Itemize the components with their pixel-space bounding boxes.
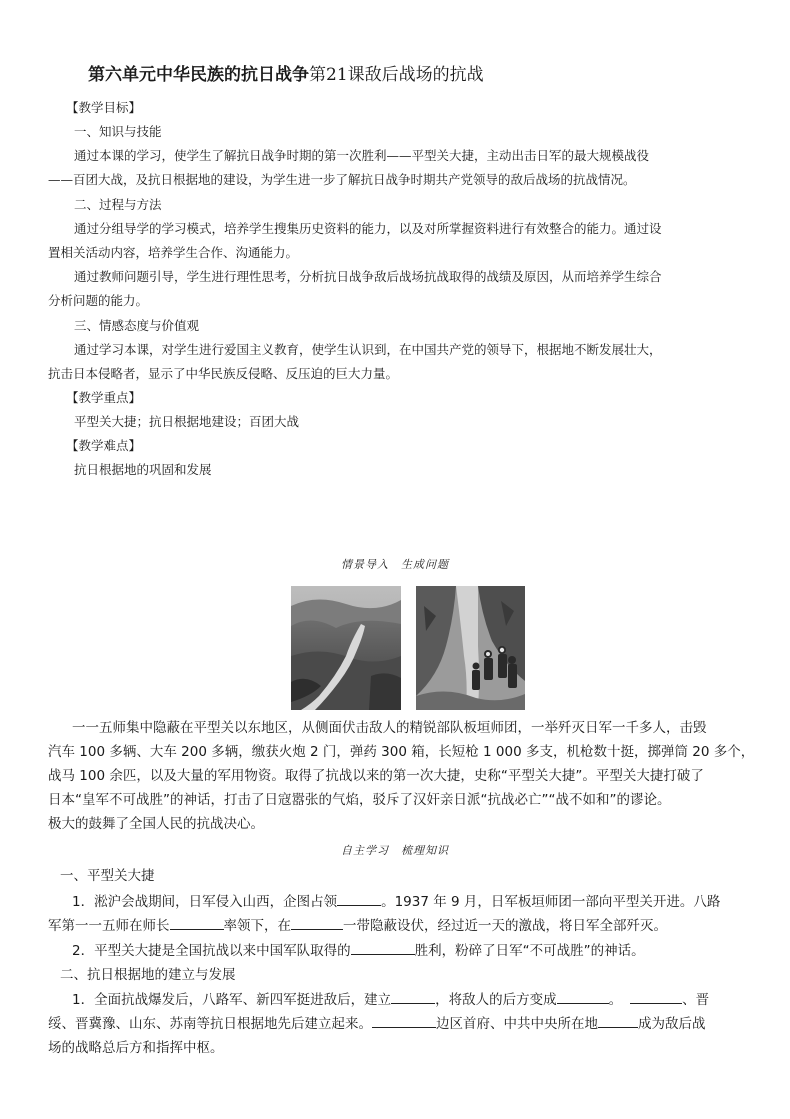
pingxingguan-heading: 一、平型关大捷 bbox=[60, 868, 155, 884]
q1-text-c: 军第一一五师在师长 bbox=[48, 918, 170, 934]
valley-photo bbox=[291, 586, 401, 710]
values-text-line-2: 抗击日本侵略者，显示了中华民族反侵略、反压迫的巨大力量。 bbox=[48, 366, 399, 381]
valley-landscape-image bbox=[291, 586, 401, 710]
intro-line-2: 汽车 100 多辆、大车 200 多辆，缴获火炮 2 门，弹药 300 箱，长短枪 1 000 多支，机枪数十挺，掷弹筒 20 多个， bbox=[48, 744, 755, 760]
title-lesson: 第21课敌后战场的抗战 bbox=[309, 65, 484, 85]
q1-blank-1[interactable] bbox=[337, 891, 381, 906]
process-heading: 二、过程与方法 bbox=[74, 197, 162, 212]
question-1-line-1 bbox=[72, 890, 720, 914]
intro-heading: 情景导入 生成问题 bbox=[341, 558, 449, 571]
q2-blank[interactable] bbox=[351, 940, 415, 955]
q2-text-b: 胜利，粉碎了日军“不可战胜”的神话。 bbox=[414, 943, 645, 959]
question-3-line-2 bbox=[48, 1012, 706, 1036]
process-text2-line-2: 分析问题的能力。 bbox=[48, 293, 149, 308]
key-points-text: 平型关大捷；抗日根据地建设；百团大战 bbox=[74, 414, 300, 429]
values-text-line-1: 通过学习本课，对学生进行爱国主义教育，使学生认识到，在中国共产党的领导下，根据地不断发展壮大， bbox=[74, 342, 662, 357]
values-heading: 三、情感态度与价值观 bbox=[74, 318, 200, 333]
q3-text-c: 。 bbox=[608, 992, 623, 1008]
q3-blank-2[interactable] bbox=[557, 989, 609, 1004]
key-points-heading: 【教学重点】 bbox=[66, 390, 142, 405]
difficulty-heading: 【教学难点】 bbox=[66, 438, 142, 453]
self-study-section bbox=[48, 864, 766, 1064]
question-2 bbox=[72, 939, 645, 963]
soldiers-gorge-image bbox=[416, 586, 525, 710]
objectives-section bbox=[48, 96, 758, 476]
knowledge-text-line-2: ——百团大战，及抗日根据地的建设，为学生进一步了解抗日战争时期共产党领导的敌后战场的抗战情况。 bbox=[48, 172, 636, 187]
intro-line-5: 极大的鼓舞了全国人民的抗战决心。 bbox=[48, 816, 264, 832]
q3-text-b: ，将敌人的后方变成 bbox=[435, 992, 557, 1008]
question-3-line-1 bbox=[72, 988, 709, 1012]
q3-text-d: 、晋 bbox=[682, 992, 710, 1008]
intro-line-4: 日本“皇军不可战胜”的神话，打击了日寇嚣张的气焰，驳斥了汉奸亲日派“抗战必亡”“战不如和”的谬论。 bbox=[48, 792, 671, 808]
process-text-line-1: 通过分组导学的学习模式，培养学生搜集历史资料的能力，以及对所掌握资料进行有效整合的能力。通过设 bbox=[74, 221, 662, 236]
q3-blank-1[interactable] bbox=[391, 989, 435, 1004]
knowledge-heading: 一、知识与技能 bbox=[74, 124, 162, 139]
q2-text-a: 2．平型关大捷是全国抗战以来中国军队取得的 bbox=[72, 943, 351, 959]
process-text2-line-1: 通过教师问题引导，学生进行理性思考，分析抗日战争敌后战场抗战取得的战绩及原因，从而培养学生综合 bbox=[74, 269, 662, 284]
page-title bbox=[88, 60, 484, 85]
question-1-line-2 bbox=[48, 914, 667, 938]
q1-text-e: 一带隐蔽设伏，经过近一天的激战，将日军全部歼灭。 bbox=[343, 918, 667, 934]
difficulty-text: 抗日根据地的巩固和发展 bbox=[74, 462, 212, 477]
intro-line-1: 一一五师集中隐蔽在平型关以东地区，从侧面伏击敌人的精锐部队板垣师团，一举歼灭日军一千多人，击毁 bbox=[72, 720, 707, 736]
objectives-heading: 【教学目标】 bbox=[66, 100, 142, 115]
q3-blank-4[interactable] bbox=[372, 1013, 436, 1028]
q1-blank-2[interactable] bbox=[170, 915, 224, 930]
q3-text-g: 成为敌后战 bbox=[638, 1016, 706, 1032]
q1-text-d: 率领下，在 bbox=[223, 918, 291, 934]
question-3-line-3: 场的战略总后方和指挥中枢。 bbox=[48, 1040, 224, 1056]
q1-text-b: 。1937 年 9 月，日军板垣师团一部向平型关开进。八路 bbox=[381, 894, 721, 910]
intro-line-3: 战马 100 余匹，以及大量的军用物资。取得了抗战以来的第一次大捷，史称“平型关大捷”。平型关大捷打破了 bbox=[48, 768, 704, 784]
q3-text-a: 1．全面抗战爆发后，八路军、新四军挺进敌后，建立 bbox=[72, 992, 392, 1008]
knowledge-text-line-1: 通过本课的学习，使学生了解抗日战争时期的第一次胜利——平型关大捷，主动出击日军的最大规模战役 bbox=[74, 148, 650, 163]
q3-blank-3[interactable] bbox=[630, 989, 682, 1004]
title-unit: 第六单元中华民族的抗日战争 bbox=[88, 65, 309, 85]
self-study-heading: 自主学习 梳理知识 bbox=[341, 844, 449, 857]
process-text-line-2: 置相关活动内容，培养学生合作、沟通能力。 bbox=[48, 245, 299, 260]
intro-paragraph bbox=[48, 716, 766, 840]
q3-text-e: 绥、晋冀豫、山东、苏南等抗日根据地先后建立起来。 bbox=[48, 1016, 372, 1032]
base-areas-heading: 二、抗日根据地的建立与发展 bbox=[60, 967, 236, 983]
q3-blank-5[interactable] bbox=[598, 1013, 638, 1028]
soldiers-photo bbox=[416, 586, 525, 710]
q1-blank-3[interactable] bbox=[291, 915, 343, 930]
q3-text-f: 边区首府、中共中央所在地 bbox=[436, 1016, 598, 1032]
q1-text-a: 1．淞沪会战期间，日军侵入山西，企图占领 bbox=[72, 894, 338, 910]
